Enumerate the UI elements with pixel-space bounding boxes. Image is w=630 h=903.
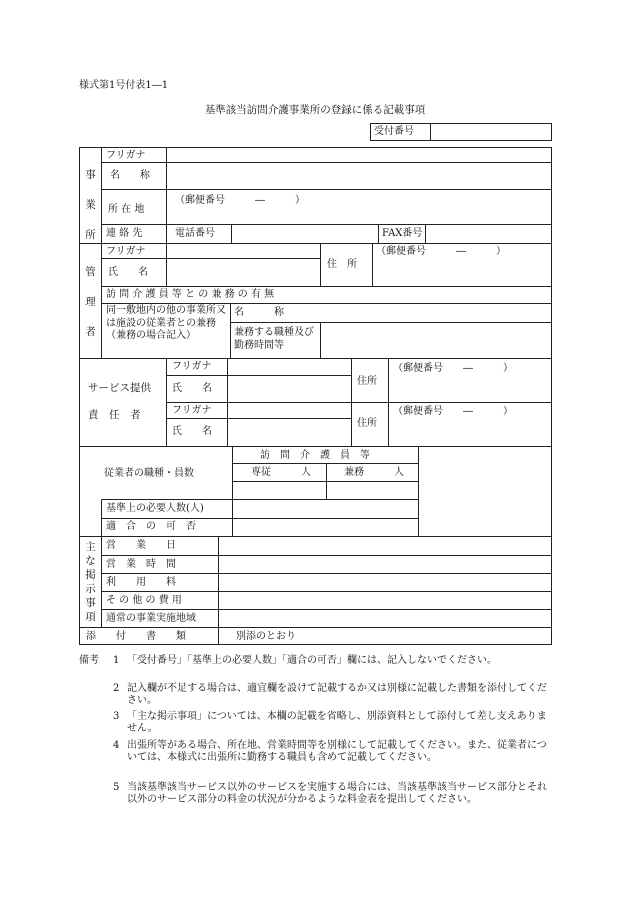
fulltime-label: 専従 人	[251, 467, 311, 478]
service-leader-label-1: サービス提供	[88, 382, 151, 394]
manager-other-concurrent-label: 同一敷地内の他の事業所又は施設の従業者との兼務（兼務の場合記入）	[106, 305, 226, 341]
posting-item-fee: 利 用 料	[106, 577, 176, 588]
leader1-postal-text[interactable]: （郵便番号 ― ）	[393, 363, 513, 374]
manager-postal-text[interactable]: （郵便番号 ― ）	[376, 246, 506, 257]
posting-item-service-area: 通常の事業実施地域	[106, 613, 196, 624]
leader2-name-label: 氏 名	[172, 426, 212, 437]
leader2-address-label: 住所	[357, 418, 377, 429]
receipt-value	[434, 126, 549, 138]
note-item: 3 「主な掲示事項」については、本欄の記載を省略し、別添資料として添付して差し支えありません。	[113, 711, 547, 734]
required-field[interactable]	[234, 501, 417, 517]
manager-furigana-field[interactable]	[168, 245, 319, 258]
business-furigana-field[interactable]	[168, 149, 550, 162]
receipt-label: 受付番号	[374, 126, 414, 137]
manager-name-label: 氏 名	[108, 267, 148, 278]
service-area-field[interactable]	[220, 611, 550, 626]
note-item: 5 当該基準該当サービス以外のサービスを実施する場合には、当該基準該当サービス部分とそれ以外のサービス部分の料金の状況が分かるような料金表を提出してください。	[113, 782, 547, 805]
notes-label: 備考	[79, 655, 99, 666]
business-furigana-label: フリガナ	[106, 150, 146, 161]
leader1-name-field[interactable]	[229, 377, 350, 401]
leader1-furigana-label: フリガナ	[172, 361, 212, 372]
manager-facility-name-field[interactable]	[322, 305, 550, 321]
compliance-field[interactable]	[234, 520, 417, 535]
leader1-address-label: 住所	[357, 376, 377, 387]
leader2-furigana-label: フリガナ	[172, 405, 212, 416]
business-phone-label: 電話番号	[175, 228, 215, 239]
business-hours-field[interactable]	[220, 557, 550, 572]
manager-concurrent-field[interactable]	[322, 288, 550, 302]
manager-facility-name-label: 名 称	[234, 307, 284, 318]
posting-group-label: 主 な 掲 示 事 項	[85, 541, 96, 623]
note-item: 1 「受付番号」「基準上の必要人数」「適合の可否」欄には、記入しないでください。	[113, 655, 497, 666]
leader1-furigana-field[interactable]	[229, 360, 350, 374]
note-item: 2 記入欄が不足する場合は、適宜欄を設けて記載するか又は別様に記載した書類を添付してください。	[113, 683, 547, 706]
required-label: 基準上の必要人数(人)	[106, 503, 204, 514]
posting-item-business-days: 営 業 日	[106, 540, 176, 551]
posting-item-business-hours: 営 業 時 間	[106, 559, 176, 570]
form-title: 基準該当訪問介護事業所の登録に係る記載事項	[204, 104, 426, 116]
business-address-label: 所 在 地	[108, 204, 145, 215]
manager-name-field[interactable]	[168, 260, 319, 285]
business-name-field[interactable]	[168, 164, 550, 188]
business-postal-text[interactable]: （郵便番号 ― ）	[175, 195, 305, 206]
service-leader-label-2: 責 任 者	[88, 409, 141, 421]
business-group-label: 事 業 所	[85, 169, 96, 241]
manager-group-label: 管 理 者	[85, 266, 96, 338]
manager-duties-field[interactable]	[322, 324, 550, 357]
manager-duties-label: 兼務する職種及び勤務時間等	[234, 327, 314, 351]
business-fax-label: FAX番号	[382, 228, 423, 239]
business-days-field[interactable]	[220, 538, 550, 554]
business-name-label: 名 称	[110, 170, 150, 181]
form-number: 様式第1号付表1―1	[79, 80, 169, 91]
business-phone-field[interactable]	[233, 226, 377, 242]
business-fax-field[interactable]	[427, 226, 550, 242]
business-contact-label: 連 絡 先	[106, 228, 143, 239]
other-costs-field[interactable]	[220, 593, 550, 608]
fee-field[interactable]	[220, 575, 550, 590]
manager-address-label: 住 所	[327, 259, 357, 270]
leader2-name-field[interactable]	[229, 420, 350, 445]
leader1-name-label: 氏 名	[172, 383, 212, 394]
leader2-postal-text[interactable]: （郵便番号 ― ）	[393, 406, 513, 417]
fulltime-field[interactable]	[234, 483, 325, 498]
compliance-label: 適 合 の 可 否	[106, 521, 196, 532]
staff-label: 従業者の職種・員数	[104, 468, 194, 479]
posting-item-other-costs: そ の 他 の 費 用	[106, 595, 182, 606]
note-item: 4 出張所等がある場合、所在地、営業時間等を別様にして記載してください。また、従業者については、本様式に出張所に勤務する職員も含めて記載してください。	[113, 740, 547, 763]
manager-concurrent-label: 訪 問 介 護 員 等 と の 兼 務 の 有 無	[106, 289, 275, 300]
care-worker-label: 訪 問 介 護 員 等	[260, 450, 370, 461]
attachments-value: 別添のとおり	[236, 631, 296, 642]
parttime-field[interactable]	[328, 483, 417, 498]
parttime-label: 兼務 人	[344, 467, 404, 478]
manager-furigana-label: フリガナ	[106, 246, 146, 257]
attachments-label: 添 付 書 類	[86, 631, 186, 642]
leader2-furigana-field[interactable]	[229, 404, 350, 417]
